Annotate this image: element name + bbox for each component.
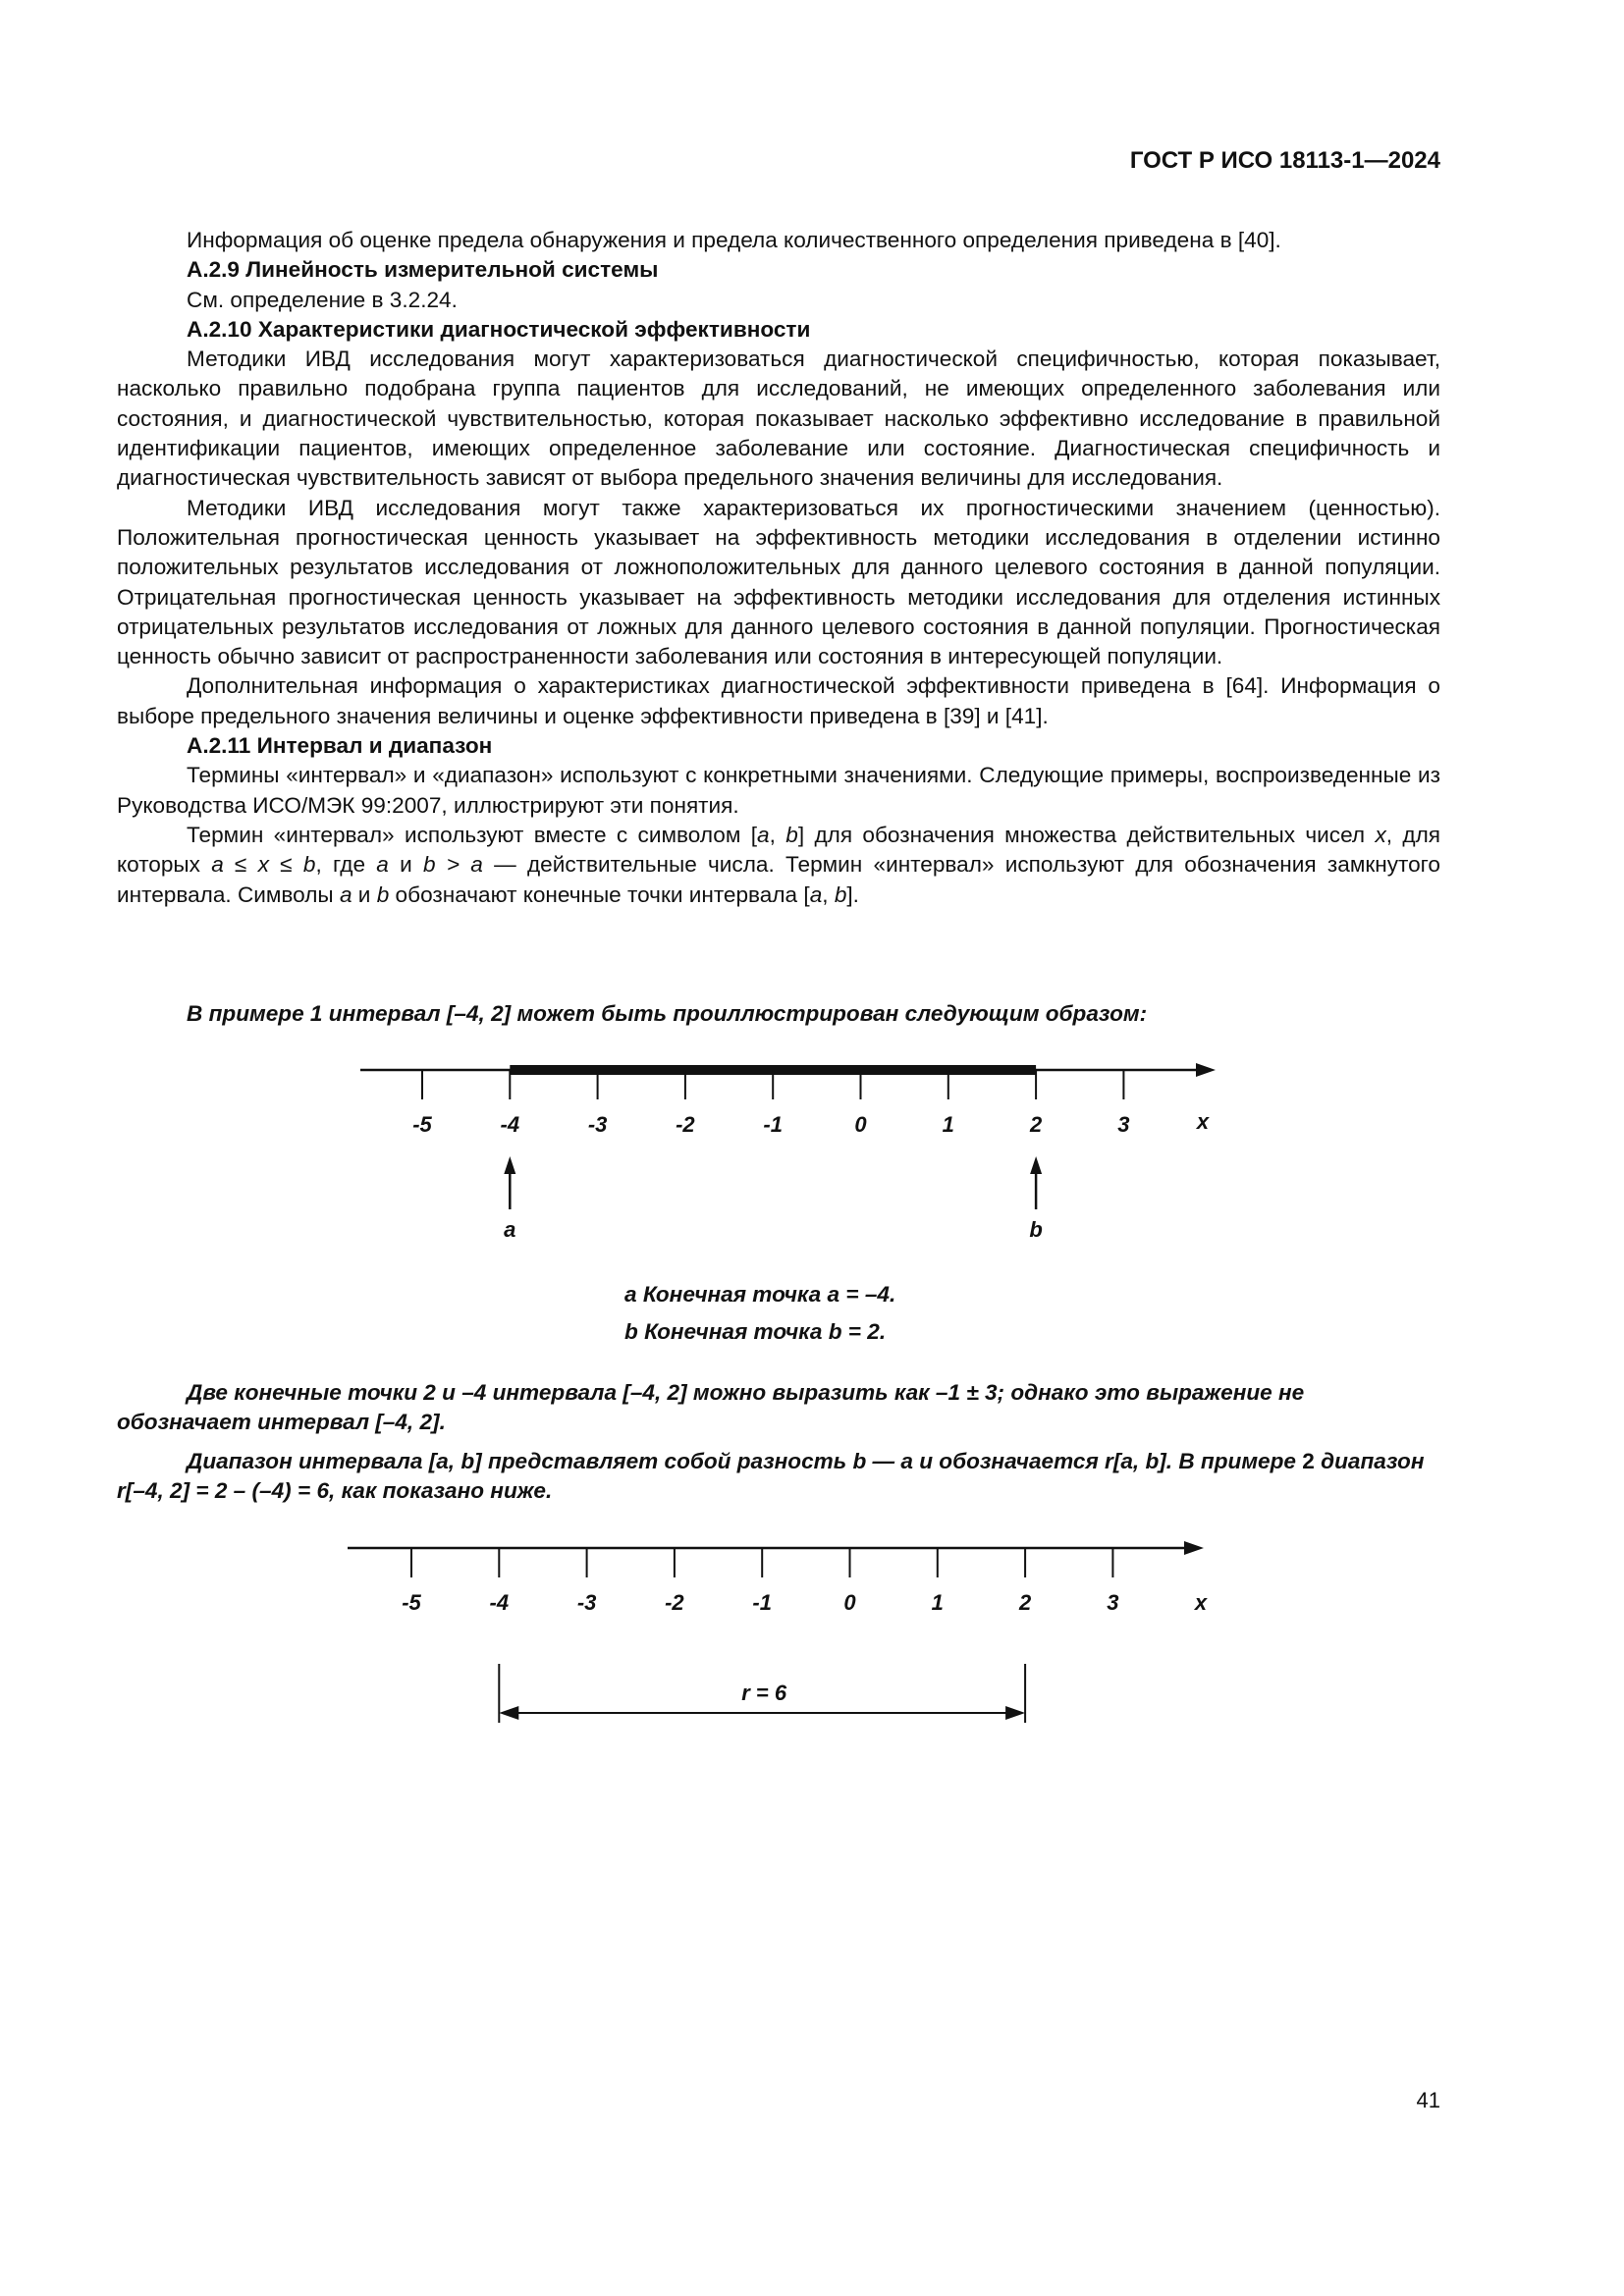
axis-arrow-icon [1184,1541,1204,1555]
main-text [117,226,1440,910]
paragraph-intro: Информация об оценке предела обнаружения и предела количественного определения приведена в [40]. [187,228,1281,252]
paragraph-a210-2: Методики ИВД исследования могут также характеризоваться их прогностическими значением (ценностью). Положительная прогностическая ценность указывает на эффективность методики исследования в отделении истинно положительных результатов исследования от ложноположительных для данного целевого состояния в данной популяции. Отрицательная прогностическая ценность указывает на эффективность методики исследования для отделения истинных отрицательных результатов исследования от ложных для данного целевого состояния в данной популяции. Прогностическая ценность обычно зависит от распространенности заболевания или состояния в интересующей популяции. [117,495,1440,669]
number-line-2 [0,1526,1624,1742]
text-run: и [388,852,423,878]
legend-b: b Конечная точка b = 2. [624,1319,887,1344]
tick-label: -5 [402,1590,421,1615]
figure-interval [0,1041,1624,1256]
text-run: , [822,881,835,907]
paragraph-a210-3: Дополнительная информация о характеристиках диагностической эффективности приведена в [64]. Информация о выборе предельного значения величины и оценке эффективности приведена в [39] и [41]. [117,673,1440,728]
paragraph-a210-1: Методики ИВД исследования могут характеризоваться диагностической специфичностью, которая показывает, насколько правильно подобрана группа пациентов для исследований, не имеющих определенного заболевания или состояния, и диагностической чувствительностью, которая показывает насколько эффективно исследование в правильной идентификации пациентов, имеющих определенное заболевание или состояние. Диагностическая специфичность и диагностическая чувствительность зависят от выбора предельного значения величины для исследования. [117,347,1440,491]
marker-b-arrow-icon [1030,1156,1042,1174]
range-right-arrow-icon [1005,1706,1025,1720]
axis-label: x [1196,1109,1210,1134]
tick-label: 2 [1018,1590,1032,1615]
document-header: ГОСТ Р ИСО 18113-1—2024 [1129,147,1440,174]
example1-caption: В примере 1 интервал [–4, 2] может быть проиллюстрирован следующим образом: [187,1001,1148,1026]
text-run: , [769,822,786,847]
tick-label: 1 [942,1112,954,1137]
example-text-block [117,1378,1440,1438]
paragraph-a29: См. определение в 3.2.24. [187,287,458,312]
example-text-1: Две конечные точки 2 и –4 интервала [–4, 2] можно выразить как –1 ± 3; однако это выражение не обозначает интервал [–4, 2]. [117,1380,1305,1435]
inequality-b-a: b > a [423,852,483,878]
tick-label: 0 [843,1590,856,1615]
legend-a: a Конечная точка a = –4. [624,1282,896,1307]
symbol-b: b [785,822,798,847]
axis-arrow-icon [1196,1063,1216,1077]
text-run: Диапазон интервала [a, b] представляет собой разность b — a и обозначается r[a, b]. В примере [187,1449,1303,1473]
tick-label: 1 [931,1590,944,1615]
range-left-arrow-icon [499,1706,518,1720]
inequality: a ≤ x ≤ b [211,852,316,878]
text-run: , где [315,852,377,878]
paragraph-a211-1: Термины «интервал» и «диапазон» используют с конкретными значениями. Следующие примеры, воспроизведенные из Руководства ИСО/МЭК 99:2007, иллюстрируют эти понятия. [117,763,1440,818]
text-run: — действительные числа. Термин «интервал» используют для обозначения замкнутого интервала. Символы [117,852,1440,907]
tick-label: -2 [676,1112,695,1137]
text-run: и [352,881,377,907]
heading-a29: А.2.9 Линейность измерительной системы [187,257,659,283]
text-run: обозначают конечные точки интервала [ [389,881,810,907]
tick-label: -3 [576,1590,597,1615]
symbol-a: a [757,822,770,847]
axis-label: x [1194,1590,1208,1615]
figure-range [0,1526,1624,1742]
tick-label: 3 [1117,1112,1130,1137]
symbol-a: a [376,852,389,878]
marker-b-label: b [1029,1217,1043,1242]
heading-a211: А.2.11 Интервал и диапазон [187,733,493,759]
text-run: 2 [1302,1449,1315,1473]
tick-label: -2 [665,1590,684,1615]
text-run: ] для обозначения множества действительных чисел [797,822,1376,847]
symbol-b: b [376,881,390,907]
text-run: диапазон r[–4, 2] = 2 – (–4) = 6, как показано ниже. [117,1449,1425,1504]
tick-label: -4 [489,1590,510,1615]
text-run: Термин «интервал» используют вместе с символом [ [187,822,757,847]
number-line-1 [0,1041,1624,1256]
heading-a210: А.2.10 Характеристики диагностической эффективности [187,316,811,342]
range-label: r = 6 [741,1681,787,1705]
symbol-a: a [339,881,352,907]
text-run: , для которых [117,822,1440,878]
symbol-x: x [1375,822,1386,847]
marker-a-arrow-icon [504,1156,515,1174]
symbol-a: a [809,881,823,907]
tick-label: 3 [1107,1590,1119,1615]
tick-label: 0 [854,1112,867,1137]
symbol-b: b [834,881,847,907]
marker-a-label: a [504,1217,516,1242]
tick-label: -1 [763,1112,783,1137]
example-text-block-2 [117,1447,1440,1507]
tick-label: -1 [752,1590,772,1615]
example1-caption-block [117,999,1440,1029]
page-number: 41 [1416,2088,1440,2112]
example-text-2 [117,1447,1440,1507]
tick-label: -5 [412,1112,432,1137]
tick-label: 2 [1029,1112,1043,1137]
paragraph-a211-2 [117,821,1440,910]
tick-label: -4 [500,1112,520,1137]
tick-label: -3 [587,1112,608,1137]
text-run: ]. [846,881,859,907]
